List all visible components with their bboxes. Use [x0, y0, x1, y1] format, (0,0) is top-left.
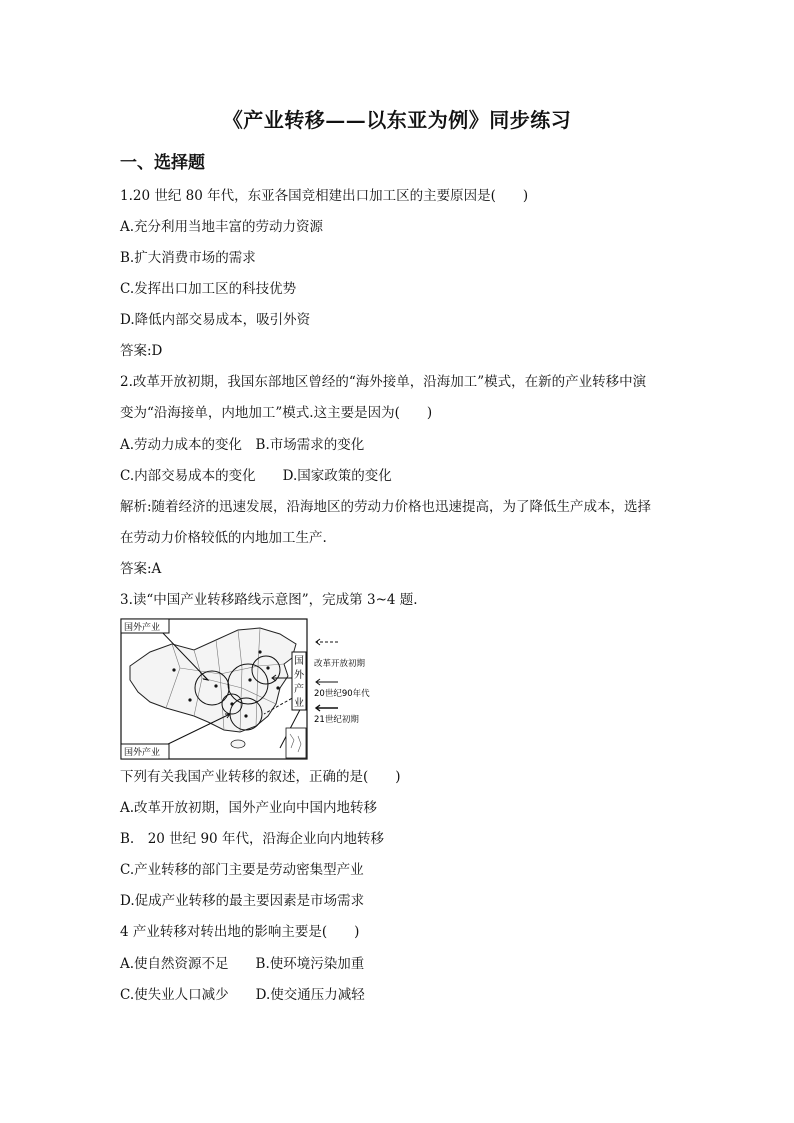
question-3-stem: 下列有关我国产业转移的叙述，正确的是( ) — [120, 769, 401, 785]
question-4-options-cd: C.使失业人口减少 D.使交通压力减轻 — [120, 987, 365, 1003]
map-label-right-2: 外 — [294, 670, 304, 681]
question-2-stem-line-1: 2.改革开放初期，我国东部地区曾经的“海外接单，沿海加工”模式，在新的产业转移中演 — [120, 374, 647, 390]
question-3-intro: 3.读“中国产业转移路线示意图”，完成第 3~4 题. — [120, 592, 418, 608]
question-2-stem-line-2: 变为“沿海接单，内地加工”模式.这主要是因为( ) — [120, 405, 433, 421]
question-3-option-a: A.改革开放初期，国外产业向中国内地转移 — [120, 800, 378, 816]
map-legend-item-1: 改革开放初期 — [314, 659, 366, 669]
question-1-option-c: C.发挥出口加工区的科技优势 — [120, 281, 297, 297]
question-3-option-b: B. 20 世纪 90 年代，沿海企业向内地转移 — [120, 831, 384, 847]
question-2-answer: 答案:A — [120, 561, 162, 577]
question-3-option-c: C.产业转移的部门主要是劳动密集型产业 — [120, 862, 364, 878]
question-2-analysis-line-1: 解析:随着经济的迅速发展，沿海地区的劳动力价格也迅速提高，为了降低生产成本，选择 — [120, 499, 652, 515]
question-2-options-cd: C.内部交易成本的变化 D.国家政策的变化 — [120, 468, 392, 484]
map-label-right-3: 产 — [294, 684, 304, 695]
page-title: 《产业转移——以东亚为例》同步练习 — [222, 108, 572, 132]
map-label-right-1: 国 — [294, 656, 304, 667]
question-1-option-b: B.扩大消费市场的需求 — [120, 250, 256, 266]
map-label-right-4: 业 — [294, 698, 304, 709]
map-legend-item-2: 20世纪90年代 — [314, 689, 370, 699]
question-4-options-ab: A.使自然资源不足 B.使环境污染加重 — [120, 956, 365, 972]
question-1-option-a: A.充分利用当地丰富的劳动力资源 — [120, 219, 324, 235]
question-2-options-ab: A.劳动力成本的变化 B.市场需求的变化 — [120, 437, 365, 453]
map-label-top: 国外产业 — [124, 623, 161, 633]
map-legend-item-3: 21世纪初期 — [314, 715, 359, 725]
map-label-bottom: 国外产业 — [124, 748, 161, 758]
industry-transfer-map — [120, 618, 380, 760]
question-1-option-d: D.降低内部交易成本，吸引外资 — [120, 312, 311, 328]
question-1-answer: 答案:D — [120, 343, 163, 359]
question-3-option-d: D.促成产业转移的最主要因素是市场需求 — [120, 893, 365, 909]
question-2-analysis-line-2: 在劳动力价格较低的内地加工生产. — [120, 530, 327, 546]
section-heading: 一、选择题 — [120, 153, 205, 173]
question-1-stem: 1.20 世纪 80 年代，东亚各国竞相建出口加工区的主要原因是( ) — [120, 188, 529, 204]
question-4-stem: 4 产业转移对转出地的影响主要是( ) — [120, 924, 360, 940]
